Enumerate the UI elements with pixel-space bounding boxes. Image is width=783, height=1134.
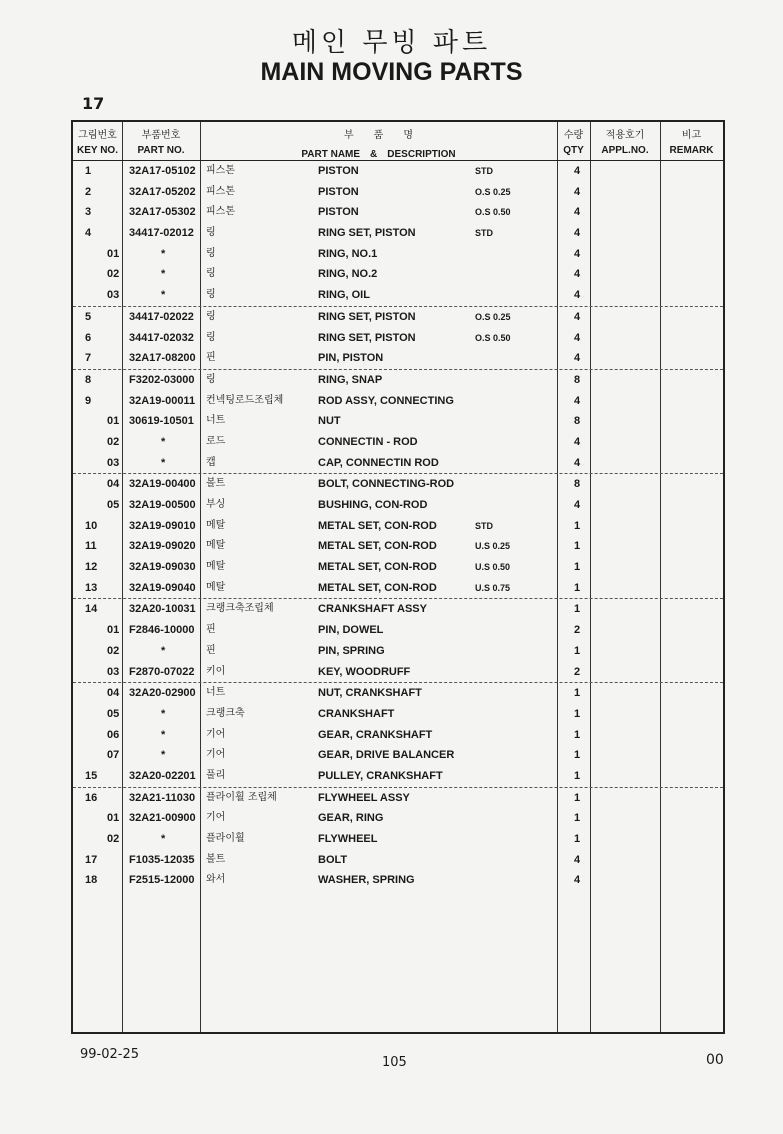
part-no-cell: 34417-02022 bbox=[129, 310, 194, 323]
sub-no-cell: 05 bbox=[107, 707, 120, 720]
qty-cell: 1 bbox=[573, 791, 581, 804]
table-header bbox=[73, 122, 723, 161]
part-no-cell: * bbox=[161, 749, 166, 762]
part-no-cell: 34417-02012 bbox=[129, 227, 194, 240]
description-cell: PIN, DOWEL bbox=[318, 624, 384, 637]
description-cell: PULLEY, CRANKSHAFT bbox=[318, 769, 443, 782]
part-no-cell: 32A20-02201 bbox=[129, 769, 196, 782]
table-row bbox=[73, 808, 723, 829]
qty-cell: 4 bbox=[573, 435, 581, 448]
korean-name-cell: 와서 bbox=[206, 874, 226, 886]
table-row bbox=[73, 474, 723, 495]
sub-no-cell: 04 bbox=[107, 478, 120, 491]
part-no-cell: F2870-07022 bbox=[129, 665, 195, 678]
sub-no-cell: 02 bbox=[107, 833, 120, 845]
sub-no-cell: 01 bbox=[107, 624, 120, 637]
part-no-cell: 32A20-02900 bbox=[129, 687, 196, 700]
qty-cell: 4 bbox=[573, 352, 581, 365]
korean-name-cell: 크랭크축조립체 bbox=[206, 603, 274, 615]
description-cell: GEAR, CRANKSHAFT bbox=[318, 728, 433, 741]
header-qty: 수량 QTY bbox=[563, 130, 584, 156]
page-title: MAIN MOVING PARTS bbox=[260, 58, 523, 86]
korean-name-cell: 메탈 bbox=[206, 540, 226, 552]
part-no-cell: 32A20-10031 bbox=[129, 603, 196, 616]
qty-cell: 4 bbox=[573, 227, 581, 240]
qty-cell: 8 bbox=[573, 415, 581, 428]
table-row bbox=[73, 328, 723, 349]
korean-name-cell: 풀리 bbox=[206, 769, 226, 781]
table-body bbox=[73, 161, 723, 891]
qty-cell: 1 bbox=[573, 707, 581, 720]
qty-cell: 4 bbox=[573, 853, 581, 866]
qty-cell: 4 bbox=[573, 456, 581, 469]
table-row bbox=[73, 411, 723, 432]
table-row bbox=[73, 307, 723, 328]
part-no-cell: 32A19-00011 bbox=[129, 394, 196, 407]
korean-name-cell: 볼트 bbox=[206, 478, 226, 490]
part-no-cell: 32A19-09030 bbox=[129, 561, 196, 574]
size-note-cell: O.S 0.50 bbox=[475, 332, 511, 343]
korean-name-cell: 링 bbox=[206, 247, 216, 259]
description-cell: RING, NO.1 bbox=[318, 247, 378, 260]
table-row bbox=[73, 829, 723, 850]
part-no-cell: 32A21-00900 bbox=[129, 812, 196, 825]
table-row bbox=[73, 683, 723, 704]
korean-name-cell: 핀 bbox=[206, 644, 216, 656]
sub-no-cell: 01 bbox=[107, 247, 120, 260]
description-cell: RING, SNAP bbox=[318, 373, 383, 386]
description-cell: BUSHING, CON-ROD bbox=[318, 499, 428, 511]
key-no-cell: 10 bbox=[85, 519, 98, 532]
part-no-cell: F1035-12035 bbox=[129, 853, 195, 866]
table-row bbox=[73, 161, 723, 182]
table-row bbox=[73, 453, 723, 475]
table-row bbox=[73, 599, 723, 620]
korean-name-cell: 플라이휠 조립체 bbox=[206, 791, 277, 803]
description-cell: PISTON bbox=[318, 165, 359, 177]
key-no-cell: 17 bbox=[85, 853, 98, 866]
description-cell: NUT bbox=[318, 415, 341, 428]
key-no-cell: 5 bbox=[85, 310, 92, 323]
qty-cell: 4 bbox=[573, 874, 581, 887]
page-number: 105 bbox=[382, 1055, 407, 1070]
qty-cell: 4 bbox=[573, 394, 581, 407]
table-row bbox=[73, 745, 723, 766]
description-cell: KEY, WOODRUFF bbox=[318, 665, 411, 678]
qty-cell: 2 bbox=[573, 665, 581, 678]
description-cell: PIN, PISTON bbox=[318, 352, 384, 365]
qty-cell: 8 bbox=[573, 478, 581, 491]
size-note-cell: STD bbox=[475, 166, 493, 176]
qty-cell: 4 bbox=[573, 206, 581, 219]
description-cell: WASHER, SPRING bbox=[318, 874, 415, 887]
description-cell: GEAR, RING bbox=[318, 812, 384, 825]
table-row bbox=[73, 850, 723, 871]
sub-no-cell: 05 bbox=[107, 499, 120, 511]
qty-cell: 4 bbox=[573, 185, 581, 198]
table-row bbox=[73, 348, 723, 370]
description-cell: BOLT, CONNECTING-ROD bbox=[318, 478, 455, 491]
korean-name-cell: 링 bbox=[206, 227, 216, 239]
key-no-cell: 7 bbox=[85, 352, 92, 365]
korean-name-cell: 볼트 bbox=[206, 853, 226, 865]
part-no-cell: 32A19-00400 bbox=[129, 478, 196, 491]
description-cell: RING, NO.2 bbox=[318, 268, 378, 281]
sub-no-cell: 03 bbox=[107, 456, 120, 469]
part-no-cell: * bbox=[161, 435, 166, 448]
korean-name-cell: 피스톤 bbox=[206, 206, 235, 218]
part-no-cell: 32A19-09040 bbox=[129, 581, 196, 594]
korean-name-cell: 메탈 bbox=[206, 561, 226, 573]
sub-no-cell: 03 bbox=[107, 665, 120, 678]
korean-name-cell: 메탈 bbox=[206, 519, 226, 531]
table-row bbox=[73, 285, 723, 307]
qty-cell: 1 bbox=[573, 833, 581, 845]
description-cell: PISTON bbox=[318, 185, 359, 198]
qty-cell: 4 bbox=[573, 165, 581, 177]
description-cell: PISTON bbox=[318, 206, 359, 219]
part-no-cell: * bbox=[161, 644, 166, 657]
korean-name-cell: 핀 bbox=[206, 624, 216, 636]
key-no-cell: 1 bbox=[85, 165, 92, 177]
parts-table bbox=[71, 120, 725, 1034]
qty-cell: 2 bbox=[573, 624, 581, 637]
table-row bbox=[73, 641, 723, 662]
qty-cell: 1 bbox=[573, 644, 581, 657]
description-cell: CONNECTIN - ROD bbox=[318, 435, 418, 448]
header-part-name: 부 품 명 PART NAME & DESCRIPTION bbox=[301, 130, 456, 160]
sub-no-cell: 06 bbox=[107, 728, 120, 741]
footer-code: 00 bbox=[706, 1052, 724, 1068]
key-no-cell: 12 bbox=[85, 561, 98, 574]
korean-name-cell: 컨넥팅로드조립체 bbox=[206, 394, 284, 406]
sub-no-cell: 02 bbox=[107, 268, 120, 281]
key-no-cell: 15 bbox=[85, 769, 98, 782]
table-row bbox=[73, 725, 723, 746]
qty-cell: 1 bbox=[573, 687, 581, 700]
table-row bbox=[73, 578, 723, 600]
description-cell: GEAR, DRIVE BALANCER bbox=[318, 749, 455, 762]
description-cell: METAL SET, CON-ROD bbox=[318, 519, 437, 532]
description-cell: METAL SET, CON-ROD bbox=[318, 561, 437, 574]
part-no-cell: * bbox=[161, 456, 166, 469]
table-row bbox=[73, 870, 723, 891]
part-no-cell: 32A17-08200 bbox=[129, 352, 196, 365]
table-row bbox=[73, 264, 723, 285]
key-no-cell: 16 bbox=[85, 791, 98, 804]
qty-cell: 4 bbox=[573, 247, 581, 260]
part-no-cell: 32A19-00500 bbox=[129, 499, 196, 511]
table-row bbox=[73, 244, 723, 265]
part-no-cell: 32A19-09020 bbox=[129, 540, 196, 553]
sub-no-cell: 03 bbox=[107, 289, 120, 302]
table-row bbox=[73, 536, 723, 557]
sub-no-cell: 02 bbox=[107, 644, 120, 657]
size-note-cell: STD bbox=[475, 520, 493, 531]
korean-name-cell: 너트 bbox=[206, 415, 226, 427]
description-cell: BOLT bbox=[318, 853, 348, 866]
qty-cell: 1 bbox=[573, 519, 581, 532]
size-note-cell: O.S 0.25 bbox=[475, 311, 511, 322]
part-no-cell: * bbox=[161, 833, 166, 845]
qty-cell: 4 bbox=[573, 331, 581, 344]
part-no-cell: 32A17-05202 bbox=[129, 185, 196, 198]
korean-name-cell: 로드 bbox=[206, 435, 226, 447]
korean-name-cell: 기어 bbox=[206, 812, 226, 824]
size-note-cell: STD bbox=[475, 228, 493, 239]
sub-no-cell: 01 bbox=[107, 812, 120, 825]
key-no-cell: 6 bbox=[85, 331, 92, 344]
header-remark: 비고 REMARK bbox=[669, 130, 714, 156]
section-number: 17 bbox=[82, 94, 105, 113]
description-cell: RING SET, PISTON bbox=[318, 310, 416, 323]
description-cell: FLYWHEEL ASSY bbox=[318, 791, 410, 804]
sub-no-cell: 02 bbox=[107, 435, 120, 448]
key-no-cell: 11 bbox=[85, 540, 97, 553]
table-row bbox=[73, 495, 723, 516]
sub-no-cell: 07 bbox=[107, 749, 120, 762]
description-cell: CRANKSHAFT bbox=[318, 707, 395, 720]
qty-cell: 1 bbox=[573, 581, 581, 594]
size-note-cell: O.S 0.50 bbox=[475, 207, 511, 218]
table-row bbox=[73, 620, 723, 641]
qty-cell: 4 bbox=[573, 289, 581, 302]
table-row bbox=[73, 516, 723, 537]
part-no-cell: * bbox=[161, 707, 166, 720]
korean-name-cell: 피스톤 bbox=[206, 165, 235, 176]
size-note-cell: U.S 0.25 bbox=[475, 541, 511, 552]
part-no-cell: 32A21-11030 bbox=[129, 791, 196, 804]
description-cell: RING SET, PISTON bbox=[318, 331, 416, 344]
table-row bbox=[73, 788, 723, 809]
header-key-no: 그림번호 KEY NO. bbox=[77, 130, 118, 156]
korean-name-cell: 크랭크축 bbox=[206, 707, 245, 719]
table-row bbox=[73, 432, 723, 453]
description-cell: FLYWHEEL bbox=[318, 833, 378, 845]
table-row bbox=[73, 766, 723, 788]
table-row bbox=[73, 182, 723, 203]
part-no-cell: F2846-10000 bbox=[129, 624, 195, 637]
part-no-cell: * bbox=[161, 289, 166, 302]
description-cell: RING, OIL bbox=[318, 289, 370, 302]
key-no-cell: 2 bbox=[85, 185, 92, 198]
size-note-cell: U.S 0.75 bbox=[475, 582, 511, 593]
description-cell: NUT, CRANKSHAFT bbox=[318, 687, 422, 700]
qty-cell: 8 bbox=[573, 373, 581, 386]
footer-date: 99-02-25 bbox=[80, 1047, 140, 1062]
table-row bbox=[73, 557, 723, 578]
korean-name-cell: 너트 bbox=[206, 687, 226, 699]
part-no-cell: F2515-12000 bbox=[129, 874, 195, 887]
part-no-cell: * bbox=[161, 268, 166, 281]
key-no-cell: 3 bbox=[85, 206, 92, 219]
korean-name-cell: 기어 bbox=[206, 728, 226, 740]
qty-cell: 1 bbox=[573, 540, 581, 553]
description-cell: PIN, SPRING bbox=[318, 644, 385, 657]
part-no-cell: 32A19-09010 bbox=[129, 519, 196, 532]
size-note-cell: U.S 0.50 bbox=[475, 562, 511, 573]
part-no-cell: 32A17-05302 bbox=[129, 206, 196, 219]
qty-cell: 4 bbox=[573, 499, 581, 511]
key-no-cell: 9 bbox=[85, 394, 92, 407]
korean-name-cell: 링 bbox=[206, 331, 216, 343]
qty-cell: 1 bbox=[573, 749, 581, 762]
description-cell: METAL SET, CON-ROD bbox=[318, 540, 437, 553]
sub-no-cell: 01 bbox=[107, 415, 120, 428]
key-no-cell: 14 bbox=[85, 603, 98, 616]
table-row bbox=[73, 704, 723, 725]
description-cell: CRANKSHAFT ASSY bbox=[318, 603, 427, 616]
korean-name-cell: 핀 bbox=[206, 352, 216, 364]
part-no-cell: F3202-03000 bbox=[129, 373, 195, 386]
description-cell: CAP, CONNECTIN ROD bbox=[318, 456, 439, 469]
korean-name-cell: 플라이휠 bbox=[206, 833, 245, 844]
korean-name-cell: 링 bbox=[206, 289, 216, 301]
table-row bbox=[73, 662, 723, 684]
part-no-cell: * bbox=[161, 247, 166, 260]
korean-name-cell: 링 bbox=[206, 310, 216, 322]
korean-name-cell: 피스톤 bbox=[206, 185, 235, 197]
key-no-cell: 4 bbox=[85, 227, 92, 240]
table-row bbox=[73, 391, 723, 412]
korean-name-cell: 링 bbox=[206, 268, 216, 280]
page-title-korean: 메인 무빙 파트 bbox=[291, 28, 492, 58]
qty-cell: 4 bbox=[573, 310, 581, 323]
header-part-no: 부품번호 PART NO. bbox=[137, 130, 185, 156]
key-no-cell: 18 bbox=[85, 874, 98, 887]
qty-cell: 1 bbox=[573, 728, 581, 741]
korean-name-cell: 링 bbox=[206, 373, 216, 385]
description-cell: RING SET, PISTON bbox=[318, 227, 416, 240]
description-cell: ROD ASSY, CONNECTING bbox=[318, 394, 454, 407]
qty-cell: 1 bbox=[573, 561, 581, 574]
qty-cell: 1 bbox=[573, 603, 581, 616]
korean-name-cell: 키이 bbox=[206, 665, 226, 677]
korean-name-cell: 부싱 bbox=[206, 499, 226, 510]
header-appl-no: 적용호기 APPL.NO. bbox=[601, 130, 649, 156]
part-no-cell: 32A17-05102 bbox=[129, 165, 196, 177]
part-no-cell: 34417-02032 bbox=[129, 331, 194, 344]
korean-name-cell: 기어 bbox=[206, 749, 226, 761]
table-row bbox=[73, 223, 723, 244]
table-row bbox=[73, 202, 723, 223]
sub-no-cell: 04 bbox=[107, 687, 120, 700]
key-no-cell: 8 bbox=[85, 373, 92, 386]
qty-cell: 1 bbox=[573, 812, 581, 825]
qty-cell: 4 bbox=[573, 268, 581, 281]
korean-name-cell: 메탈 bbox=[206, 581, 226, 593]
qty-cell: 1 bbox=[573, 769, 581, 782]
part-no-cell: * bbox=[161, 728, 166, 741]
description-cell: METAL SET, CON-ROD bbox=[318, 581, 437, 594]
size-note-cell: O.S 0.25 bbox=[475, 186, 511, 197]
table-row bbox=[73, 370, 723, 391]
part-no-cell: 30619-10501 bbox=[129, 415, 194, 428]
korean-name-cell: 캡 bbox=[206, 456, 216, 468]
key-no-cell: 13 bbox=[85, 581, 98, 594]
